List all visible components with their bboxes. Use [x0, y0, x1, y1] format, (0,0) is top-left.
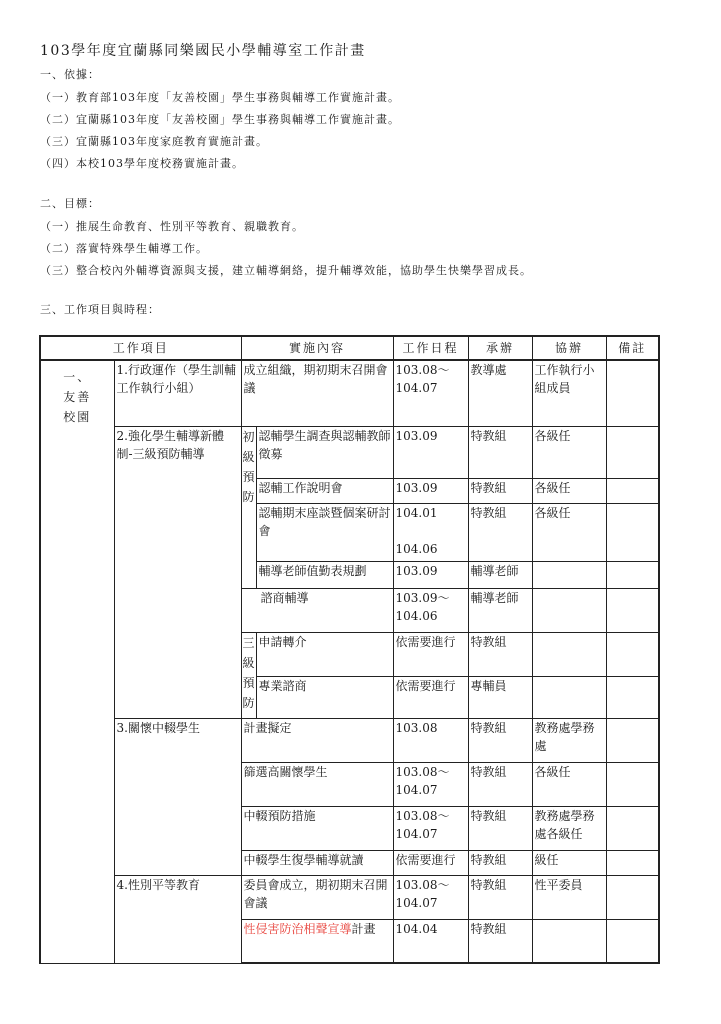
- assist-cell: 性平委員: [532, 875, 606, 919]
- header-content: 實施內容: [241, 336, 393, 360]
- schedule-cell: 103.09: [393, 561, 468, 588]
- schedule-cell: 103.08: [393, 718, 468, 762]
- table-row: [40, 875, 659, 919]
- content-cell: 專業諮商: [256, 676, 393, 718]
- schedule-cell: 依需要進行: [393, 676, 468, 718]
- note-cell: [606, 588, 659, 632]
- assist-cell: 教務處學務處各級任: [532, 806, 606, 850]
- document-title: 103學年度宜蘭縣同樂國民小學輔導室工作計畫: [40, 43, 366, 59]
- category-cell: 一、 友善 校園: [40, 360, 114, 963]
- host-cell: 特教組: [468, 503, 532, 561]
- schedule-cell: 104.04: [393, 919, 468, 963]
- host-cell: 特教組: [468, 426, 532, 478]
- work-plan-table: [39, 335, 660, 964]
- schedule-cell: 103.08～ 104.07: [393, 875, 468, 919]
- content-cell: 認輔期末座談暨個案研討會: [256, 503, 393, 561]
- assist-cell: 教務處學務處: [532, 718, 606, 762]
- content-cell: 委員會成立，期初期末召開會議: [241, 875, 393, 919]
- content-cell: 認輔學生調查與認輔教師徵募: [256, 426, 393, 478]
- assist-cell: [532, 561, 606, 588]
- basis-item: （四）本校103學年度校務實施計畫。: [40, 157, 244, 170]
- goals-heading: 二、目標：: [40, 197, 100, 210]
- header-schedule: 工作日程: [393, 336, 468, 360]
- content-cell: 認輔工作說明會: [256, 478, 393, 503]
- item-cell: 3.關懷中輟學生: [114, 718, 241, 875]
- goals-item: （三）整合校內外輔導資源與支援，建立輔導網絡，提升輔導效能，協助學生快樂學習成長。: [40, 264, 532, 277]
- schedule-cell: 103.09: [393, 426, 468, 478]
- note-cell: [606, 676, 659, 718]
- content-cell: 計畫擬定: [241, 718, 393, 762]
- host-cell: 特教組: [468, 806, 532, 850]
- item-cell: 4.性別平等教育: [114, 875, 241, 963]
- host-cell: 輔導老師: [468, 561, 532, 588]
- level-cell: 三 級 預 防: [241, 632, 256, 718]
- schedule-cell: 103.09: [393, 478, 468, 503]
- schedule-cell: 103.08～ 104.07: [393, 360, 468, 426]
- basis-heading: 一、依據：: [40, 68, 100, 81]
- host-cell: 專輔員: [468, 676, 532, 718]
- assist-cell: 級任: [532, 850, 606, 875]
- note-cell: [606, 875, 659, 919]
- assist-cell: [532, 588, 606, 632]
- goals-item: （二）落實特殊學生輔導工作。: [40, 242, 208, 255]
- host-cell: 輔導老師: [468, 588, 532, 632]
- table-row: [40, 360, 659, 426]
- note-cell: [606, 632, 659, 676]
- assist-cell: [532, 676, 606, 718]
- basis-item: （三）宜蘭縣103年度家庭教育實施計畫。: [40, 135, 268, 148]
- assist-cell: [532, 919, 606, 963]
- host-cell: 教導處: [468, 360, 532, 426]
- host-cell: 特教組: [468, 919, 532, 963]
- basis-item: （一）教育部103年度「友善校園」學生事務與輔導工作實施計畫。: [40, 91, 400, 104]
- host-cell: 特教組: [468, 850, 532, 875]
- host-cell: 特教組: [468, 478, 532, 503]
- header-work-item: 工作項目: [40, 336, 241, 360]
- table-row: [40, 718, 659, 762]
- content-cell: 諮商輔導: [241, 588, 393, 632]
- note-cell: [606, 850, 659, 875]
- schedule-cell: 依需要進行: [393, 850, 468, 875]
- header-assist: 協辦: [532, 336, 606, 360]
- note-cell: [606, 360, 659, 426]
- content-cell: 中輟預防措施: [241, 806, 393, 850]
- host-cell: 特教組: [468, 875, 532, 919]
- schedule-cell: 104.01 104.06: [393, 503, 468, 561]
- assist-cell: 各級任: [532, 478, 606, 503]
- assist-cell: [532, 632, 606, 676]
- note-cell: [606, 503, 659, 561]
- item-cell: 1.行政運作（學生訓輔工作執行小組）: [114, 360, 241, 426]
- basis-item: （二）宜蘭縣103年度「友善校園」學生事務與輔導工作實施計畫。: [40, 113, 400, 126]
- assist-cell: 各級任: [532, 503, 606, 561]
- schedule-cell: 依需要進行: [393, 632, 468, 676]
- header-host: 承辦: [468, 336, 532, 360]
- content-cell: 中輟學生復學輔導就讀: [241, 850, 393, 875]
- content-cell: 篩選高關懷學生: [241, 762, 393, 806]
- schedule-cell: 103.08～ 104.07: [393, 806, 468, 850]
- host-cell: 特教組: [468, 632, 532, 676]
- note-cell: [606, 478, 659, 503]
- content-cell: 成立組織，期初期末召開會議: [241, 360, 393, 426]
- note-cell: [606, 718, 659, 762]
- table-row: [40, 426, 659, 478]
- assist-cell: 工作執行小組成員: [532, 360, 606, 426]
- goals-item: （一）推展生命教育、性別平等教育、親職教育。: [40, 220, 304, 233]
- content-cell: [241, 919, 393, 963]
- host-cell: 特教組: [468, 718, 532, 762]
- content-cell: 申請轉介: [256, 632, 393, 676]
- note-cell: [606, 919, 659, 963]
- content-text: 計畫: [351, 921, 376, 936]
- note-cell: [606, 426, 659, 478]
- note-cell: [606, 806, 659, 850]
- note-cell: [606, 561, 659, 588]
- assist-cell: 各級任: [532, 426, 606, 478]
- host-cell: 特教組: [468, 762, 532, 806]
- highlighted-text: 性侵害防治相聲宣導: [243, 921, 352, 936]
- schedule-heading: 三、工作項目與時程：: [40, 303, 160, 316]
- assist-cell: 各級任: [532, 762, 606, 806]
- content-cell: 輔導老師值勤表規劃: [256, 561, 393, 588]
- note-cell: [606, 762, 659, 806]
- table-header-row: [40, 336, 659, 360]
- item-cell: 2.強化學生輔導新體制-三級預防輔導: [114, 426, 241, 718]
- schedule-cell: 103.09～ 104.06: [393, 588, 468, 632]
- header-note: 備註: [606, 336, 659, 360]
- schedule-cell: 103.08～ 104.07: [393, 762, 468, 806]
- level-cell: 初 級 預 防: [241, 426, 256, 588]
